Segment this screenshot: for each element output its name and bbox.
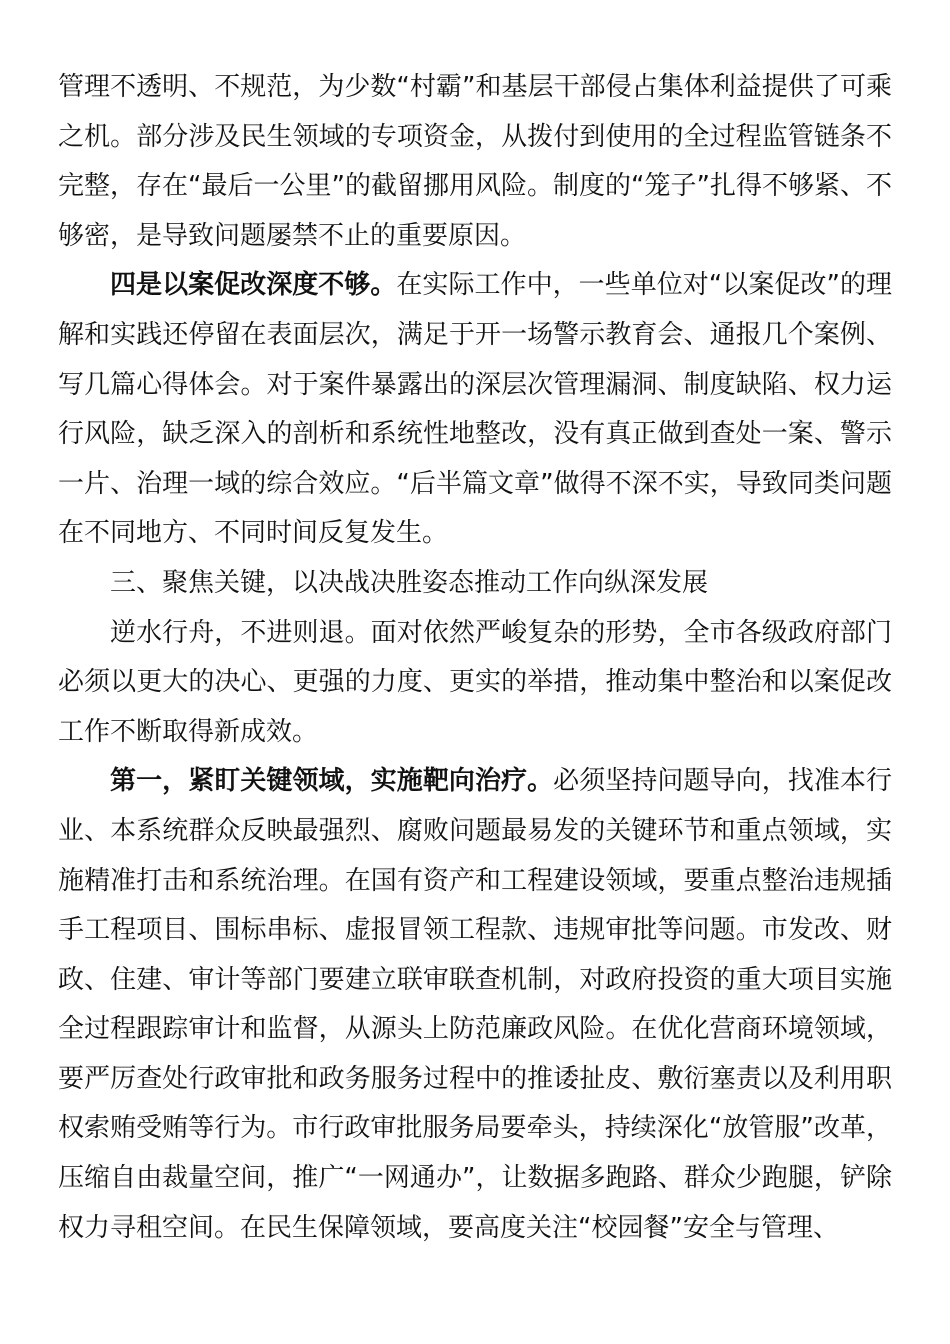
document-page — [58, 63, 892, 1253]
paragraph-1-text: 管理不透明、不规范，为少数“村霸”和基层干部侵占集体利益提供了可乘之机。部分涉及民生领域的专项资金，从拨付到使用的全过程监管链条不完整，存在“最后一公里”的截留挪用风险。制度的“笼子”扎得不够紧、不够密，是导致问题屡禁不止的重要原因。 — [58, 72, 892, 251]
paragraph-5-text: 必须坚持问题导向，找准本行业、本系统群众反映最强烈、腐败问题最易发的关键环节和重点领域，实施精准打击和系统治理。在国有资产和工程建设领域，要重点整治违规插手工程项目、围标串标、虚报冒领工程款、违规审批等问题。市发改、财政、住建、审计等部门要建立联审联查机制，对政府投资的重大项目实施全过程跟踪审计和监督，从源头上防范廉政风险。在优化营商环境领域，要严厉查处行政审批和政务服务过程中的推诿扯皮、敷衍塞责以及利用职权索贿受贿等行为。市行政审批服务局要牵头，持续深化“放管服”改革，压缩自由裁量空间，推广“一网通办”，让数据多跑路、群众少跑腿，铲除权力寻租空间。在民生保障领域，要高度关注“校园餐”安全与管理、 — [58, 766, 892, 1243]
paragraph-2-text: 在实际工作中，一些单位对“以案促改”的理解和实践还停留在表面层次，满足于开一场警示教育会、通报几个案例、写几篇心得体会。对于案件暴露出的深层次管理漏洞、制度缺陷、权力运行风险，缺乏深入的剖析和系统性地整改，没有真正做到查处一案、警示一片、治理一域的综合效应。“后半篇文章”做得不深不实，导致同类问题在不同地方、不同时间反复发生。 — [58, 270, 892, 549]
paragraph-continued — [58, 63, 892, 261]
section-heading-text: 三、聚焦关键，以决战决胜姿态推动工作向纵深发展 — [110, 567, 709, 598]
paragraph-5-lead: 第一，紧盯关键领域，实施靶向治疗。 — [110, 766, 554, 797]
paragraph-4-text: 逆水行舟，不进则退。面对依然严峻复杂的形势，全市各级政府部门必须以更大的决心、更强的力度、更实的举措，推动集中整治和以案促改工作不断取得新成效。 — [58, 617, 892, 747]
paragraph-first-measure — [58, 757, 892, 1253]
section-heading-three — [58, 559, 892, 609]
paragraph-intro — [58, 609, 892, 758]
paragraph-point-four — [58, 261, 892, 559]
paragraph-2-lead: 四是以案促改深度不够。 — [110, 270, 397, 301]
